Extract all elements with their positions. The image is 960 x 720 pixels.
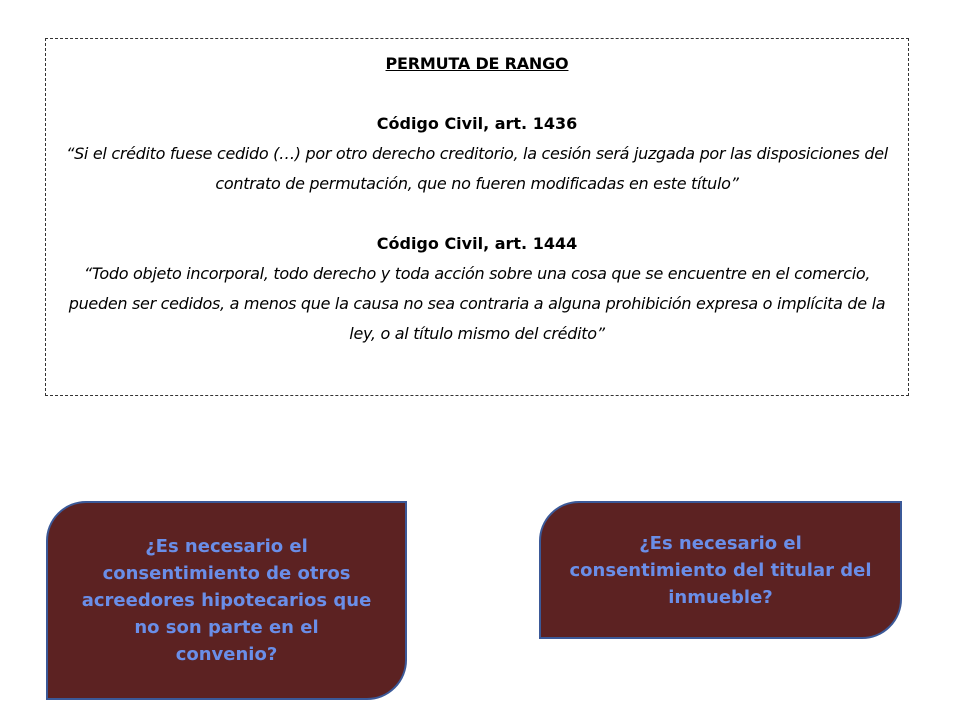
- legal-quote-box: [45, 38, 909, 396]
- article-1444-heading: Código Civil, art. 1444: [376, 234, 578, 253]
- question-text: ¿Es necesario el consentimiento de otros acreedores hipotecarios que no son parte en el convenio?: [81, 536, 372, 665]
- question-owner-consent: [539, 501, 902, 639]
- box-title: PERMUTA DE RANGO: [385, 54, 569, 73]
- article-1436-heading: Código Civil, art. 1436: [376, 114, 578, 133]
- article-1436-quote: “Si el crédito fuese cedido (…) por otro derecho creditorio, la cesión será juzgada por las disposiciones del contrato de permutación, que no fueren modificadas en este título”: [66, 144, 888, 193]
- question-text: ¿Es necesario el consentimiento del titular del inmueble?: [569, 532, 872, 608]
- question-other-creditors-consent: [46, 501, 407, 700]
- article-1444-quote: “Todo objeto incorporal, todo derecho y toda acción sobre una cosa que se encuentre en el comercio, pueden ser cedidos, a menos que la causa no sea contraria a alguna prohibición expresa o implícita de la ley, o al título mismo del crédito”: [68, 264, 886, 343]
